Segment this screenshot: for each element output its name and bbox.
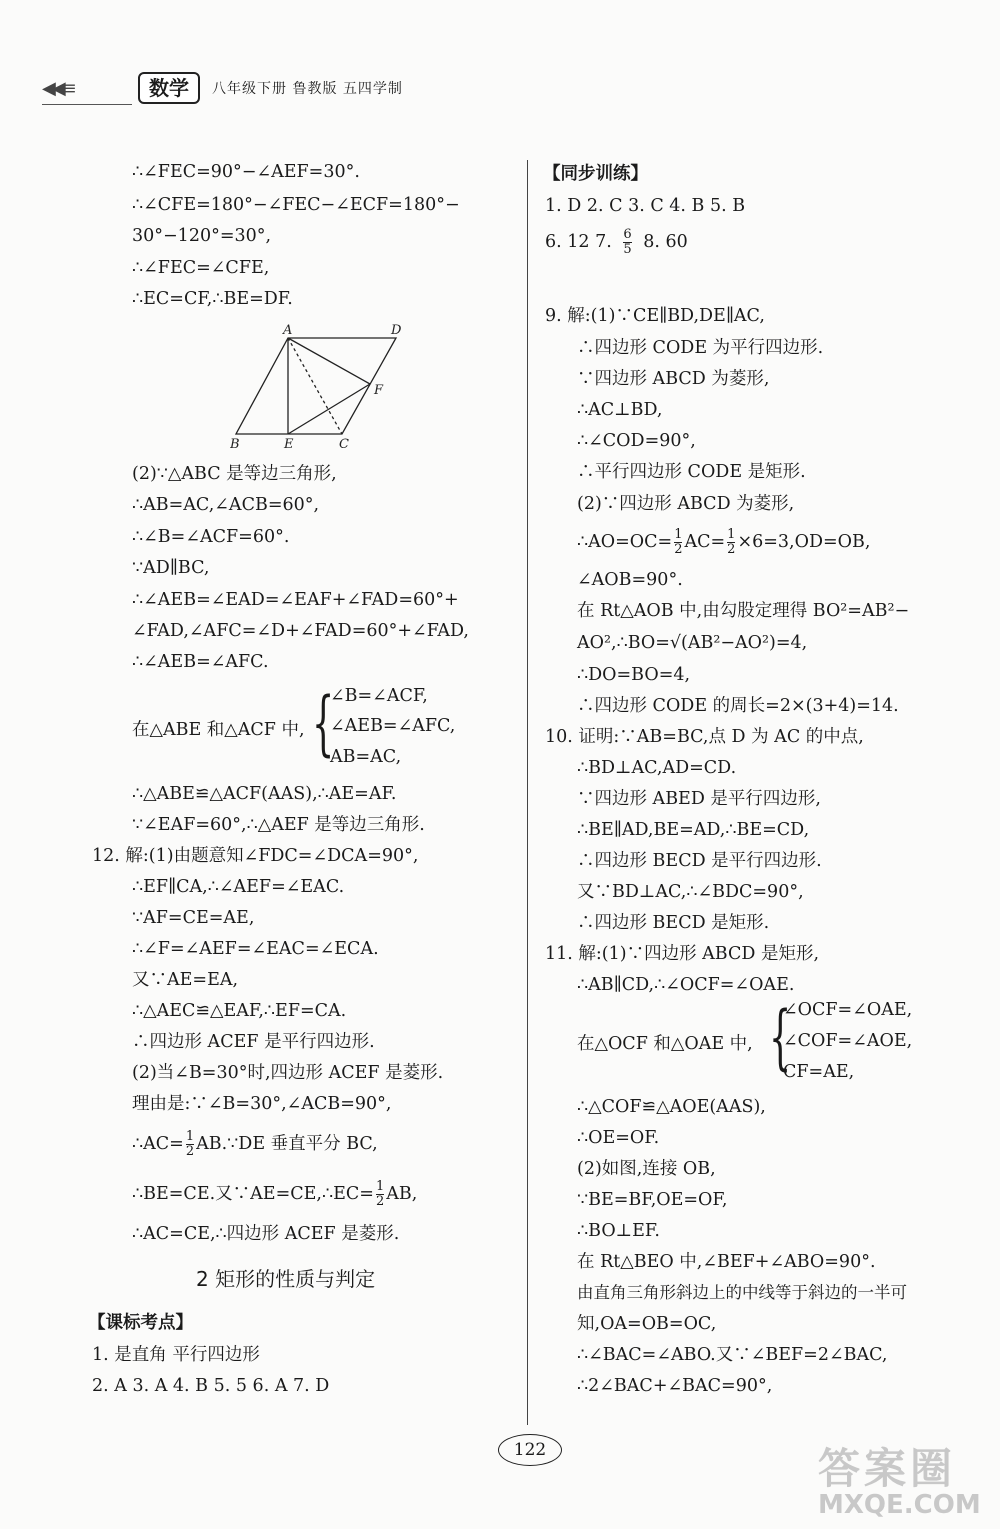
text-line: ∴∠AEB=∠AFC. [132,652,269,672]
label-d: D [391,323,402,338]
text-line: ∴BD⊥AC,AD=CD. [577,758,737,778]
fraction [727,528,735,557]
text-line: 在 Rt△BEO 中,∠BEF+∠ABO=90°. [577,1252,876,1272]
text-line: ∠FAD,∠AFC=∠D+∠FAD=60°+∠FAD, [132,621,469,641]
tongbu-heading: 【同步训练】 [543,164,648,184]
text-line: 理由是:∵∠B=30°,∠ACB=90°, [132,1094,392,1114]
text-line: ∴AB=AC,∠ACB=60°, [132,495,320,515]
text-line: ∵∠EAF=60°,∴△AEF 是等边三角形. [132,815,425,835]
problem-11-start: 11. 解:(1)∵四边形 ABCD 是矩形, [545,944,820,964]
text-line: ∠AOB=90°. [577,570,683,590]
text-line: 又∵BD⊥AC,∴∠BDC=90°, [577,882,804,902]
text-line: (2)∵△ABC 是等边三角形, [132,464,337,484]
text-segment: AB.∵DE 垂直平分 BC, [196,1134,378,1154]
problem-10-start: 10. 证明:∵AB=BC,点 D 为 AC 的中点, [545,727,864,747]
fraction [674,528,682,557]
subject-badge: 数学 [138,72,200,104]
text-line: (2)当∠B=30°时,四边形 ACEF 是菱形. [132,1063,444,1083]
text-line: 由直角三角形斜边上的中线等于斜边的一半可 [577,1283,907,1302]
text-line: ∵AD∥BC, [132,558,210,578]
text-line: 在 Rt△AOB 中,由勾股定理得 BO²=AB²− [577,601,910,621]
text-line [132,1180,417,1209]
text-line: 2. A 3. A 4. B 5. 5 6. A 7. D [92,1376,330,1396]
page-number: 122 [498,1434,562,1466]
brace-item: ∠AEB=∠AFC, [330,716,456,736]
problem-12-start: 12. 解:(1)由题意知∠FDC=∠DCA=90°, [92,846,419,866]
text-line: ∴AB∥CD,∴∠OCF=∠OAE. [577,975,795,995]
text-line: (2)如图,连接 OB, [577,1159,716,1179]
text-segment: 6. 12 7. [545,232,612,252]
label-f: F [374,383,384,398]
fraction-num: 1 [727,527,736,542]
text-line: ∴∠F=∠AEF=∠EAC=∠ECA. [132,939,379,959]
page-header [42,68,442,104]
text-line: ∵BE=BF,OE=OF, [577,1190,728,1210]
text-line: ∴2∠BAC+∠BAC=90°, [577,1376,773,1396]
text-segment: AC= [684,532,726,552]
text-line: ∴四边形 CODE 为平行四边形. [577,338,824,358]
text-line: (2)∵四边形 ABCD 为菱形, [577,494,795,514]
text-line: ∴EF∥CA,∴∠AEF=∠EAC. [132,877,345,897]
fraction-den: 2 [674,542,683,557]
text-line: ∴∠FEC=90°−∠AEF=30°. [132,162,360,182]
text-line: ∴DO=BO=4, [577,665,691,685]
text-line: ∴∠BAC=∠ABO.又∵∠BEF=2∠BAC, [577,1345,888,1365]
watermark [818,1436,981,1520]
text-segment: ×6=3,OD=OB, [737,532,871,552]
segment-ac-dashed [288,338,342,434]
text-line: ∴∠CFE=180°−∠FEC−∠ECF=180°− [132,195,460,215]
text-line: ∵四边形 ABCD 为菱形, [577,369,770,389]
text-line: ∴△COF≌△AOE(AAS), [577,1097,766,1117]
brace-lead: 在△ABE 和△ACF 中, [132,720,305,740]
brace-item: ∠B=∠ACF, [330,686,428,706]
text-line: ∴OE=OF. [577,1128,660,1148]
fraction-den: 2 [375,1194,385,1209]
text-line: 1. 是直角 平行四边形 [92,1345,260,1365]
text-line: ∴四边形 BECD 是矩形. [577,913,770,933]
text-line: ∴四边形 BECD 是平行四边形. [577,851,822,871]
text-line [132,1130,378,1159]
text-line: ∴AC⊥BD, [577,400,663,420]
fraction-num: 1 [674,527,683,542]
book-info: 八年级下册 鲁教版 五四学制 [212,81,403,97]
section-title: 2 矩形的性质与判定 [196,1267,376,1291]
text-line: ∴四边形 CODE 的周长=2×(3+4)=14. [577,696,899,716]
text-line: AO²,∴BO=√(AB²−AO²)=4, [577,633,808,653]
text-line: ∴∠FEC=∠CFE, [132,258,270,278]
brace-item: ∠COF=∠AOE, [783,1031,913,1051]
brace-item: AB=AC, [330,747,402,767]
fraction-num: 1 [185,1129,195,1144]
segment-ef [288,384,370,434]
text-line: ∴平行四边形 CODE 是矩形. [577,462,806,482]
congruence-conditions [577,998,967,1094]
label-a: A [283,323,293,338]
text-segment: ∴AC= [132,1134,184,1154]
header-ornament-icon: ◀◀≡ [42,78,73,99]
brace-item: CF=AE, [783,1062,855,1082]
text-line: ∵AF=CE=AE, [132,908,255,928]
text-line: 又∵AE=EA, [132,970,239,990]
geometry-figure [230,322,410,454]
brace-item: ∠OCF=∠OAE, [783,1000,913,1020]
brace-icon: { [312,682,335,764]
fraction [376,1180,384,1209]
text-line: ∴∠AEB=∠EAD=∠EAF+∠FAD=60°+ [132,590,459,610]
text-segment: AB, [386,1184,418,1204]
column-divider [527,160,528,1425]
header-rule [42,104,132,105]
fraction-den: 5 [623,242,632,257]
fraction-num: 1 [375,1179,385,1194]
text-line: ∴AC=CE,∴四边形 ACEF 是菱形. [132,1224,400,1244]
fraction-den: 2 [185,1144,195,1159]
text-line: ∴∠B=∠ACF=60°. [132,527,290,547]
text-segment: ∴BE=CE.又∵AE=CE,∴EC= [132,1184,374,1204]
text-line [545,228,688,257]
fraction [186,1130,194,1159]
label-b: B [230,437,240,452]
text-line: ∴四边形 ACEF 是平行四边形. [132,1032,375,1052]
text-line: ∴△AEC≌△EAF,∴EF=CA. [132,1001,347,1021]
fraction [623,228,631,257]
brace-icon: { [769,996,792,1078]
kebiao-heading: 【课标考点】 [88,1313,193,1333]
label-e: E [284,437,294,452]
text-line: 知,OA=OB=OC, [577,1314,717,1334]
text-line: ∴∠COD=90°, [577,431,696,451]
watermark-url: MXQE.COM [818,1490,981,1520]
parallelogram-abcd [236,338,396,434]
text-line: 1. D 2. C 3. C 4. B 5. B [545,196,746,216]
text-line: ∵四边形 ABED 是平行四边形, [577,789,821,809]
fraction-num: 6 [623,227,632,242]
brace-lead: 在△OCF 和△OAE 中, [577,1034,753,1054]
text-line: ∴△ABE≌△ACF(AAS),∴AE=AF. [132,784,397,804]
text-line: ∴EC=CF,∴BE=DF. [132,289,293,309]
text-line: ∴BE∥AD,BE=AD,∴BE=CD, [577,820,810,840]
text-segment: 8. 60 [643,232,688,252]
label-c: C [339,437,349,452]
fraction-den: 2 [727,542,736,557]
text-segment: ∴AO=OC= [577,532,673,552]
problem-9-start: 9. 解:(1)∵CE∥BD,DE∥AC, [545,306,765,326]
text-line [577,528,870,557]
congruence-conditions [132,682,512,778]
text-line: 30°−120°=30°, [132,226,272,246]
text-line: ∴BO⊥EF. [577,1221,660,1241]
watermark-cn: 答案圈 [818,1444,957,1493]
